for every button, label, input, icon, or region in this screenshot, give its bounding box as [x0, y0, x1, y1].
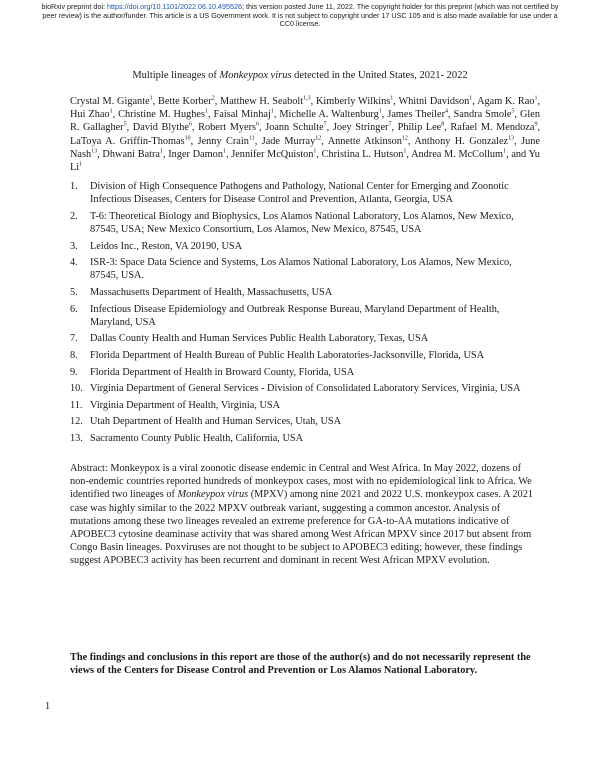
author-name: Whitni Davidson — [398, 96, 470, 107]
author-name: Jennifer McQuiston — [231, 148, 314, 160]
affiliation-text: T-6: Theoretical Biology and Biophysics, Los Alamos National Laboratory, Los Alamos, New Mexico, 87545, USA; New Mexico Consortium, Los Alamos, New Mexico, 87545, USA — [90, 210, 514, 235]
author — [398, 96, 472, 107]
author — [262, 136, 322, 147]
author — [387, 109, 448, 120]
author-name: Philip Lee — [397, 122, 442, 134]
author-affiliation-sup: 4 — [445, 108, 448, 115]
author — [198, 122, 259, 133]
affiliation-item — [70, 180, 540, 206]
affiliation-text: Utah Department of Health and Human Services, Utah, USA — [90, 416, 342, 428]
affiliation-item — [70, 303, 540, 329]
author-affiliation-sup: 1 — [403, 148, 407, 155]
author-name: Sandra Smole — [453, 109, 512, 121]
affiliation-item — [70, 332, 540, 345]
author-name: Jade Murray — [261, 135, 316, 147]
author-name: Glen R. Gallagher — [70, 109, 540, 134]
author — [158, 96, 215, 107]
author-affiliation-sup: 2 — [211, 95, 215, 102]
affiliation-item — [70, 415, 540, 428]
preprint-header-prefix: bioRxiv preprint doi: — [41, 2, 107, 11]
author — [220, 96, 311, 107]
author — [454, 109, 515, 120]
author-affiliation-sup: 5 — [511, 108, 515, 115]
disclaimer: The findings and conclusions in this report are those of the author(s) and do not necessarily represent the views of the Centers for Disease Control and Prevention or Los Alamos National Laboratory. — [70, 652, 531, 677]
author-name: Joann Schulte — [265, 122, 324, 134]
author-affiliation-sup: 10 — [184, 135, 191, 142]
author-affiliation-sup: 1 — [469, 95, 473, 102]
author-name: Annette Atkinson — [327, 135, 402, 147]
author-name: Dhwani Batra — [102, 148, 160, 160]
page-number: 1 — [45, 701, 51, 712]
author-name: Inger Damon — [168, 148, 223, 160]
author-affiliation-sup: 1 — [378, 108, 382, 115]
affiliation-number: 13. — [70, 432, 83, 444]
author — [265, 122, 326, 133]
author — [414, 136, 514, 147]
author — [231, 149, 316, 160]
affiliation-number: 11. — [70, 399, 83, 411]
author-affiliation-sup: 13 — [508, 135, 515, 142]
author-affiliation-sup: 1 — [390, 95, 394, 102]
author-affiliation-sup: 1 — [222, 148, 226, 155]
author-affiliation-sup: 1 — [149, 95, 153, 102]
author — [316, 96, 393, 107]
author-name: Christina L. Hutson — [321, 148, 404, 160]
affiliation-item — [70, 256, 540, 282]
author-name: Yu Li — [70, 148, 540, 174]
author-affiliation-sup: 1 — [503, 148, 507, 155]
author-name: Christine M. Hughes — [118, 109, 205, 121]
author — [279, 109, 381, 120]
author-name: Andrea M. McCollum — [411, 148, 504, 160]
affiliation-text: Dallas County Health and Human Services Public Health Laboratory, Texas, USA — [90, 333, 429, 345]
author — [333, 122, 392, 133]
author-affiliation-sup: 9 — [534, 121, 538, 128]
author — [214, 109, 274, 120]
preprint-header — [40, 3, 560, 29]
author-affiliation-sup: 5 — [123, 121, 127, 128]
abstract-italic: Monkeypox virus — [177, 489, 249, 501]
affiliation-list — [70, 180, 540, 449]
author — [70, 136, 191, 147]
affiliation-number: 4. — [70, 257, 78, 269]
affiliation-item — [70, 210, 540, 236]
affiliation-text: Infectious Disease Epidemiology and Outbreak Response Bureau, Maryland Department of Health, Maryland, USA — [90, 303, 500, 328]
author-name: Jenny Crain — [197, 135, 249, 147]
affiliation-number: 8. — [70, 349, 78, 361]
affiliation-text: Massachusetts Department of Health, Massachusetts, USA — [90, 286, 333, 298]
affiliation-number: 10. — [70, 383, 83, 395]
affiliation-text: Division of High Consequence Pathogens and Pathology, National Center for Emerging and Zoonotic Infectious Diseases, Centers for Disease Control and Prevention, Atlanta, Georgia, USA — [90, 181, 509, 206]
affiliation-item — [70, 399, 540, 412]
author-name: Faisal Minhaj — [213, 109, 271, 121]
author — [133, 122, 192, 133]
affiliation-item — [70, 240, 540, 253]
author-name: Hui Zhao — [70, 109, 110, 121]
author-affiliation-sup: 1 — [313, 148, 317, 155]
affiliation-number: 3. — [70, 240, 78, 252]
affiliation-item — [70, 286, 540, 299]
affiliation-text: Virginia Department of Health, Virginia, USA — [90, 399, 281, 411]
author-list: Crystal M. Gigante$^1$, Bette Korber$^2$, Matthew H. Seabolt$^{1,3}$, Kimberly Wilkins$^1$, Whitni Davidson$^1$, Agam K. Rao$^1$, Hui Zhao$^1$, Christine M. Hughes$^1$, Faisal Minhaj$^1$, Michelle A. Waltenburg$^1$, James Theiler$^4$, Sandra Smole$^5$, Glen R. Gallagher$^5$, David Blythe$^6$, Robert Myers$^6$, Joann Schulte$^7$, Joey Stringer$^7$, Philip Lee$^8$, Rafael M. Mendoza$^9$, LaToya A. Griffin-Thomas$^{10}$, Jenny Crain$^{11}$, Jade Murray$^{12}$, Annette Atkinson$^{12}$, Anthony H. Gonzalez$^{13}$, June Nash$^{13}$, Dhwani Batra$^1$, Inger Damon$^1$, Jennifer McQuiston$^1$, Christina L. Hutson$^1$, Andrea M. McCollum$^1$, and Yu Li$^1$ — [70, 95, 541, 174]
affiliation-text: ISR-3: Space Data Science and Systems, Los Alamos National Laboratory, Los Alamos, New Mexico, 87545, USA. — [90, 257, 512, 282]
author-affiliation-sup: 7 — [323, 121, 327, 128]
author — [322, 149, 407, 160]
author-name: Kimberly Wilkins — [315, 96, 391, 107]
title-italic: Monkeypox virus — [219, 70, 292, 81]
author-affiliation-sup: 1 — [205, 108, 208, 115]
affiliation-text: Florida Department of Health in Broward County, Florida, USA — [90, 366, 355, 378]
affiliation-text: Florida Department of Health Bureau of Public Health Laboratories-Jacksonville, Florida, USA — [90, 349, 485, 361]
author — [398, 122, 445, 133]
author-name: James Theiler — [387, 109, 445, 121]
affiliation-text: Virginia Department of General Services - Division of Consolidated Laboratory Services, Virginia, USA — [90, 383, 521, 395]
author — [70, 96, 153, 107]
author-name: LaToya A. Griffin-Thomas — [70, 135, 185, 147]
author-name: June Nash — [70, 135, 540, 160]
doi-link[interactable]: https://doi.org/10.1101/2022.06.10.495526 — [107, 2, 242, 11]
author-affiliation-sup: 1 — [109, 108, 113, 115]
author-name: Agam K. Rao — [477, 96, 535, 107]
author-affiliation-sup: 13 — [91, 148, 98, 155]
author-affiliation-sup: 7 — [388, 121, 392, 128]
affiliation-text: Sacramento County Public Health, California, USA — [90, 432, 304, 444]
abstract-part1: Abstract: Monkeypox is a viral zoonotic disease endemic in Central and West Africa. In May 2022, dozens of non-endemic countries reported hundreds of monkeypox cases, most with no epidemiological link to Africa. We identified two lineages of — [70, 463, 532, 501]
author-name: Matthew H. Seabolt — [220, 96, 304, 107]
author — [450, 122, 537, 133]
author-affiliation-sup: 1 — [79, 161, 83, 168]
title-after: detected in the United States, 2021- 2022 — [291, 70, 468, 81]
affiliation-item — [70, 349, 540, 362]
author — [118, 109, 208, 120]
affiliation-number: 6. — [70, 303, 78, 315]
author — [198, 136, 255, 147]
author — [168, 149, 226, 160]
author-affiliation-sup: 1 — [270, 108, 274, 115]
author-affiliation-sup: 12 — [401, 135, 408, 142]
affiliation-text: Leidos Inc., Reston, VA 20190, USA — [90, 240, 243, 252]
affiliation-item — [70, 432, 540, 445]
author-name: Bette Korber — [158, 96, 212, 107]
author-affiliation-sup: 1 — [160, 148, 163, 155]
author — [477, 96, 537, 107]
author — [102, 149, 163, 160]
affiliation-number: 12. — [70, 416, 83, 428]
author — [328, 136, 408, 147]
affiliation-item — [70, 366, 540, 379]
author-affiliation-sup: 11 — [248, 135, 255, 142]
author-name: Michelle A. Waltenburg — [279, 109, 379, 121]
author-name: Rafael M. Mendoza — [450, 122, 535, 134]
title-before: Multiple lineages of — [132, 70, 220, 81]
affiliation-number: 2. — [70, 210, 78, 222]
author-name: David Blythe — [132, 122, 189, 134]
affiliation-item — [70, 382, 540, 395]
affiliation-number: 1. — [70, 181, 78, 192]
author — [411, 149, 506, 160]
author-affiliation-sup: 6 — [256, 121, 260, 128]
author-name: Crystal M. Gigante — [70, 96, 150, 107]
author-name: Anthony H. Gonzalez — [414, 135, 509, 147]
author-affiliation-sup: 6 — [188, 121, 192, 128]
author-name: Joey Stringer — [332, 122, 389, 134]
paper-title — [0, 70, 600, 81]
author-affiliation-sup: 8 — [441, 121, 445, 128]
author — [70, 109, 113, 120]
abstract-part2: (MPXV) among nine 2021 and 2022 U.S. monkeypox cases. A 2021 case was highly similar to the 2022 MPXV outbreak variant, suggesting a common ancestor. Analysis of mutations among these two lineages revealed an extreme preference for GA-to-AA mutations indicative of APOBEC3 cytosine deaminase activity that was shared among West African MPXV since 2017 but absent from Congo Basin lineages. Poxviruses are not thought to be subject to APOBEC3 editing; however, these findings suggest APOBEC3 activity has been recurrent and dominant in recent West African MPXV evolution. — [70, 489, 533, 567]
affiliation-number: 9. — [70, 366, 78, 378]
abstract — [70, 462, 540, 568]
affiliation-number: 5. — [70, 286, 78, 298]
author-affiliation-sup: 1,3 — [303, 95, 311, 102]
preprint-header-suffix: ; this version posted June 11, 2022. The copyright holder for this preprint (which was not certified by peer review) is the author/funder. This article is a US Government work. It is not subject to copyright under 17 USC 105 and is also made available for use under a CC0 license. — [42, 2, 559, 29]
author-affiliation-sup: 12 — [315, 135, 322, 142]
author-affiliation-sup: 1 — [534, 95, 538, 102]
affiliation-number: 7. — [70, 333, 78, 345]
author-name: Robert Myers — [198, 122, 257, 134]
